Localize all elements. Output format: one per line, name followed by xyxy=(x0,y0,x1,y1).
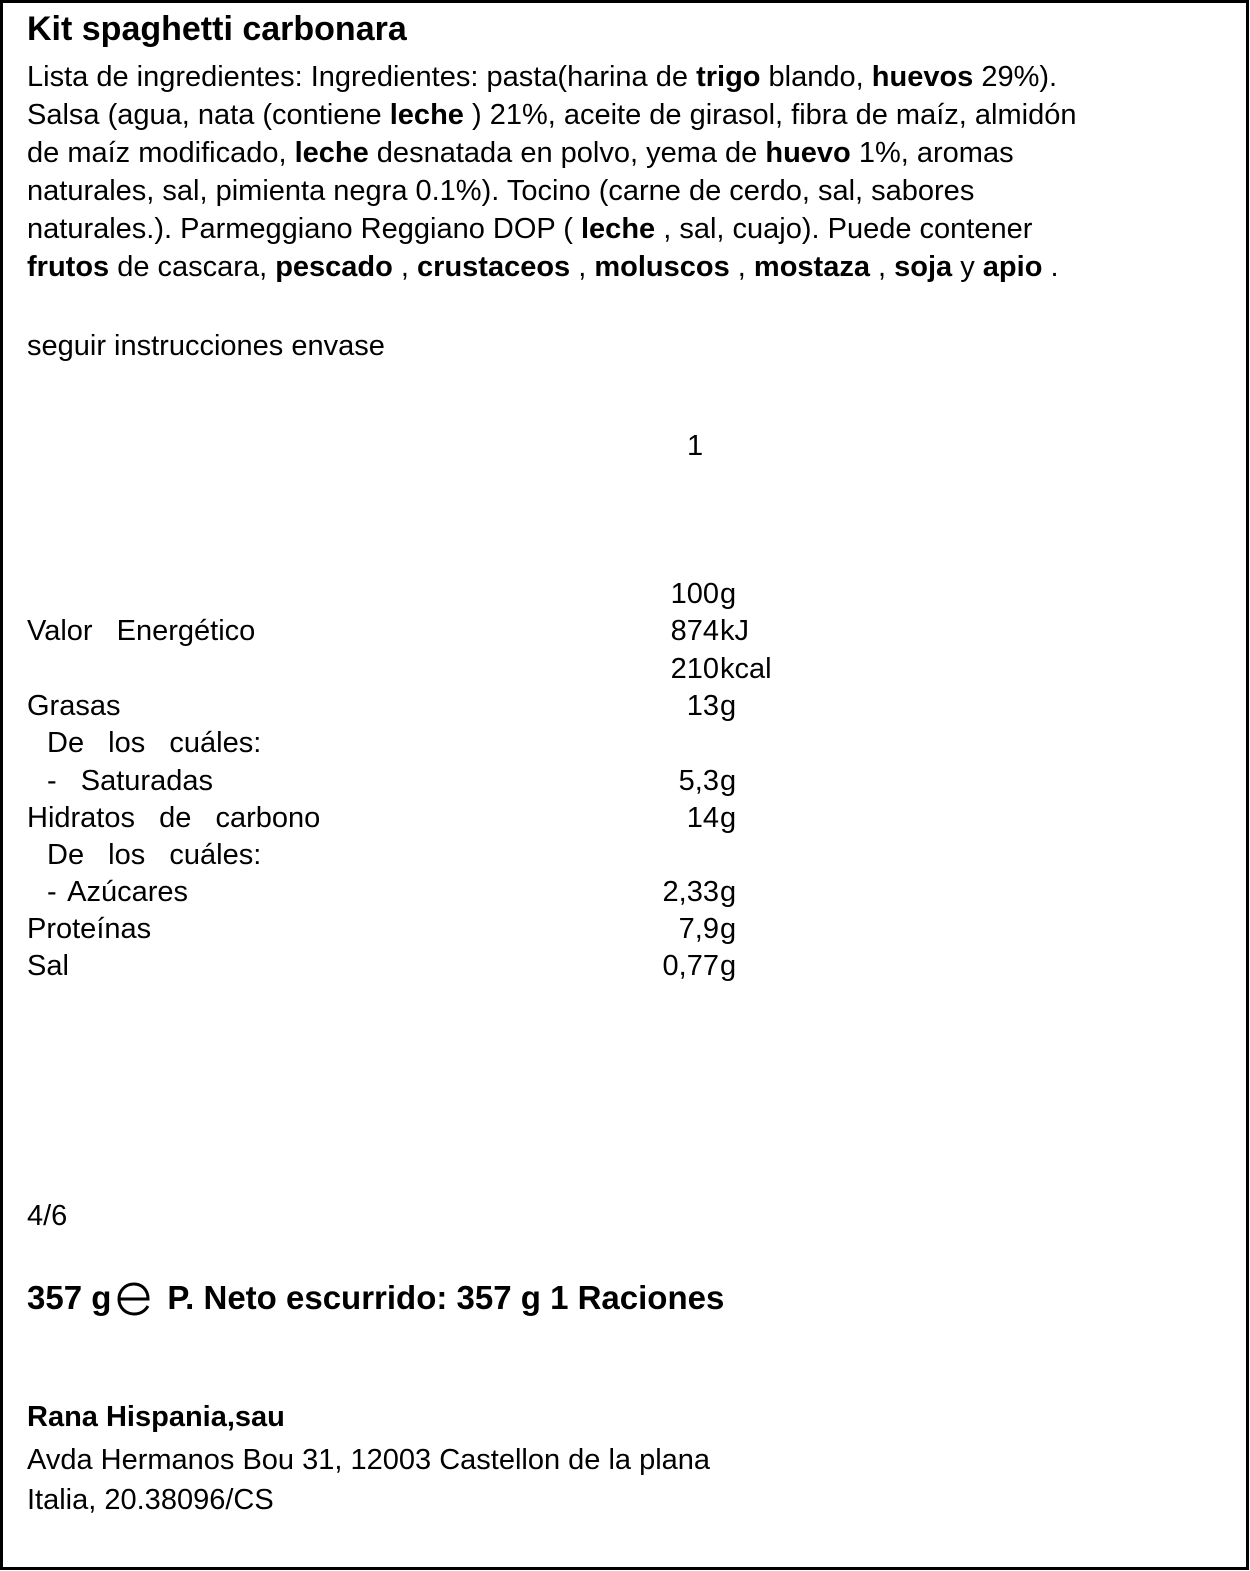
ingredients-line xyxy=(27,210,1227,248)
net-weight-line xyxy=(27,1277,724,1319)
company-address xyxy=(27,1440,710,1520)
allergen-text: crustaceos xyxy=(417,251,571,283)
nutrition-label: Grasas xyxy=(27,690,121,722)
allergen-text: huevo xyxy=(765,137,851,169)
nutrition-unit: g xyxy=(720,876,737,908)
nutrition-row-protein xyxy=(3,911,1203,948)
nutrition-value: 2,33 xyxy=(662,876,719,908)
nutrition-label: De los cuáles: xyxy=(47,727,262,759)
ingredient-text: 29%). xyxy=(973,61,1058,93)
ingredient-text: , xyxy=(570,251,595,283)
nutrition-row-saturated xyxy=(3,763,1203,800)
allergen-text: moluscos xyxy=(594,251,730,283)
servings-count: 1 xyxy=(687,430,704,462)
address-line-1: Avda Hermanos Bou 31, 12003 Castellon de la plana xyxy=(27,1444,711,1476)
page-fraction: 4/6 xyxy=(27,1200,68,1232)
allergen-text: leche xyxy=(294,137,369,169)
net-weight: 357 g xyxy=(27,1279,112,1316)
nutrition-label: De los cuáles: xyxy=(47,839,262,871)
nutrition-header-row xyxy=(3,576,1203,613)
nutrition-value: 14 xyxy=(686,802,719,834)
ingredient-text: Salsa (agua, nata (contiene xyxy=(27,99,390,131)
nutrition-value: 7,9 xyxy=(678,913,719,945)
allergen-text: huevos xyxy=(871,61,974,93)
preparation-instructions: seguir instrucciones envase xyxy=(27,330,385,362)
ingredients-line xyxy=(27,134,1227,172)
ingredient-text: y xyxy=(952,251,983,283)
nutrition-header-unit: g xyxy=(720,578,737,610)
nutrition-value: 210 xyxy=(670,653,719,685)
nutrition-unit: g xyxy=(720,950,737,982)
nutrition-value: 874 xyxy=(670,615,719,647)
allergen-text: soja xyxy=(894,251,953,283)
nutrition-header-amount: 100 xyxy=(670,578,719,610)
nutrition-value: 5,3 xyxy=(678,765,719,797)
product-title: Kit spaghetti carbonara xyxy=(27,10,407,48)
allergen-text: leche xyxy=(581,213,656,245)
nutrition-label: Hidratos de carbono xyxy=(27,802,321,834)
nutrition-value: 13 xyxy=(686,690,719,722)
nutrition-row-of-which-fat xyxy=(3,725,1203,762)
ingredient-text: de cascara, xyxy=(109,251,276,283)
nutrition-row-salt xyxy=(3,948,1203,985)
nutrition-label: Sal xyxy=(27,950,69,982)
nutrition-row-energy-kcal xyxy=(3,651,1203,688)
nutrition-row-fat xyxy=(3,688,1203,725)
nutrition-unit: kJ xyxy=(720,615,749,647)
nutrition-unit: g xyxy=(720,690,737,722)
ingredient-text: , xyxy=(392,251,418,283)
ingredient-text: , sal, cuajo). Puede contener xyxy=(655,213,1033,245)
nutrition-row-of-which-carbs xyxy=(3,837,1203,874)
ingredient-text: . xyxy=(1042,251,1059,283)
ingredient-text: naturales, sal, pimienta negra 0.1%). Tocino (carne de cerdo, sal, sabores xyxy=(27,175,975,207)
ingredient-text: de maíz modificado, xyxy=(27,137,295,169)
nutrition-unit: g xyxy=(720,913,737,945)
ingredient-text: , xyxy=(869,251,895,283)
allergen-text: mostaza xyxy=(753,251,870,283)
nutrition-unit: kcal xyxy=(720,653,772,685)
ingredients-line xyxy=(27,96,1227,134)
ingredient-text: , xyxy=(729,251,754,283)
allergen-text: leche xyxy=(389,99,464,131)
allergen-text: pescado xyxy=(275,251,393,283)
nutrition-row-sugars xyxy=(3,874,1203,911)
company-name: Rana Hispania,sau xyxy=(27,1401,285,1433)
nutrition-label: - Azúcares xyxy=(47,876,188,908)
ingredient-text: Lista de ingredientes: Ingredientes: pasta(harina de xyxy=(27,61,697,93)
ingredients-line xyxy=(27,58,1227,96)
nutrition-row-carbohydrates xyxy=(3,800,1203,837)
nutrition-value: 0,77 xyxy=(662,950,719,982)
ingredient-text: ) 21%, aceite de girasol, fibra de maíz, almidón xyxy=(463,99,1077,131)
allergen-text: apio xyxy=(982,251,1043,283)
allergen-text: frutos xyxy=(27,251,110,283)
nutrition-label: Valor Energético xyxy=(27,615,256,647)
ingredient-text: naturales.). Parmeggiano Reggiano DOP ( xyxy=(27,213,581,245)
nutrition-row-energy-kj xyxy=(3,613,1203,650)
ingredient-text: 1%, aromas xyxy=(850,137,1014,169)
ingredient-text: desnatada en polvo, yema de xyxy=(368,137,766,169)
net-drained-weight-text: P. Neto escurrido: 357 g 1 Raciones xyxy=(167,1279,725,1316)
allergen-text: trigo xyxy=(696,61,761,93)
nutrition-label: - Saturadas xyxy=(47,765,213,797)
nutrition-unit: g xyxy=(720,765,737,797)
ingredient-text: blando, xyxy=(760,61,872,93)
address-line-2: Italia, 20.38096/CS xyxy=(27,1484,274,1516)
estimated-e-mark-icon xyxy=(115,1279,153,1317)
nutrition-label: Proteínas xyxy=(27,913,152,945)
ingredients-line xyxy=(27,248,1227,286)
ingredients-block xyxy=(27,58,1227,286)
nutrition-unit: g xyxy=(720,802,737,834)
ingredients-line xyxy=(27,172,1227,210)
